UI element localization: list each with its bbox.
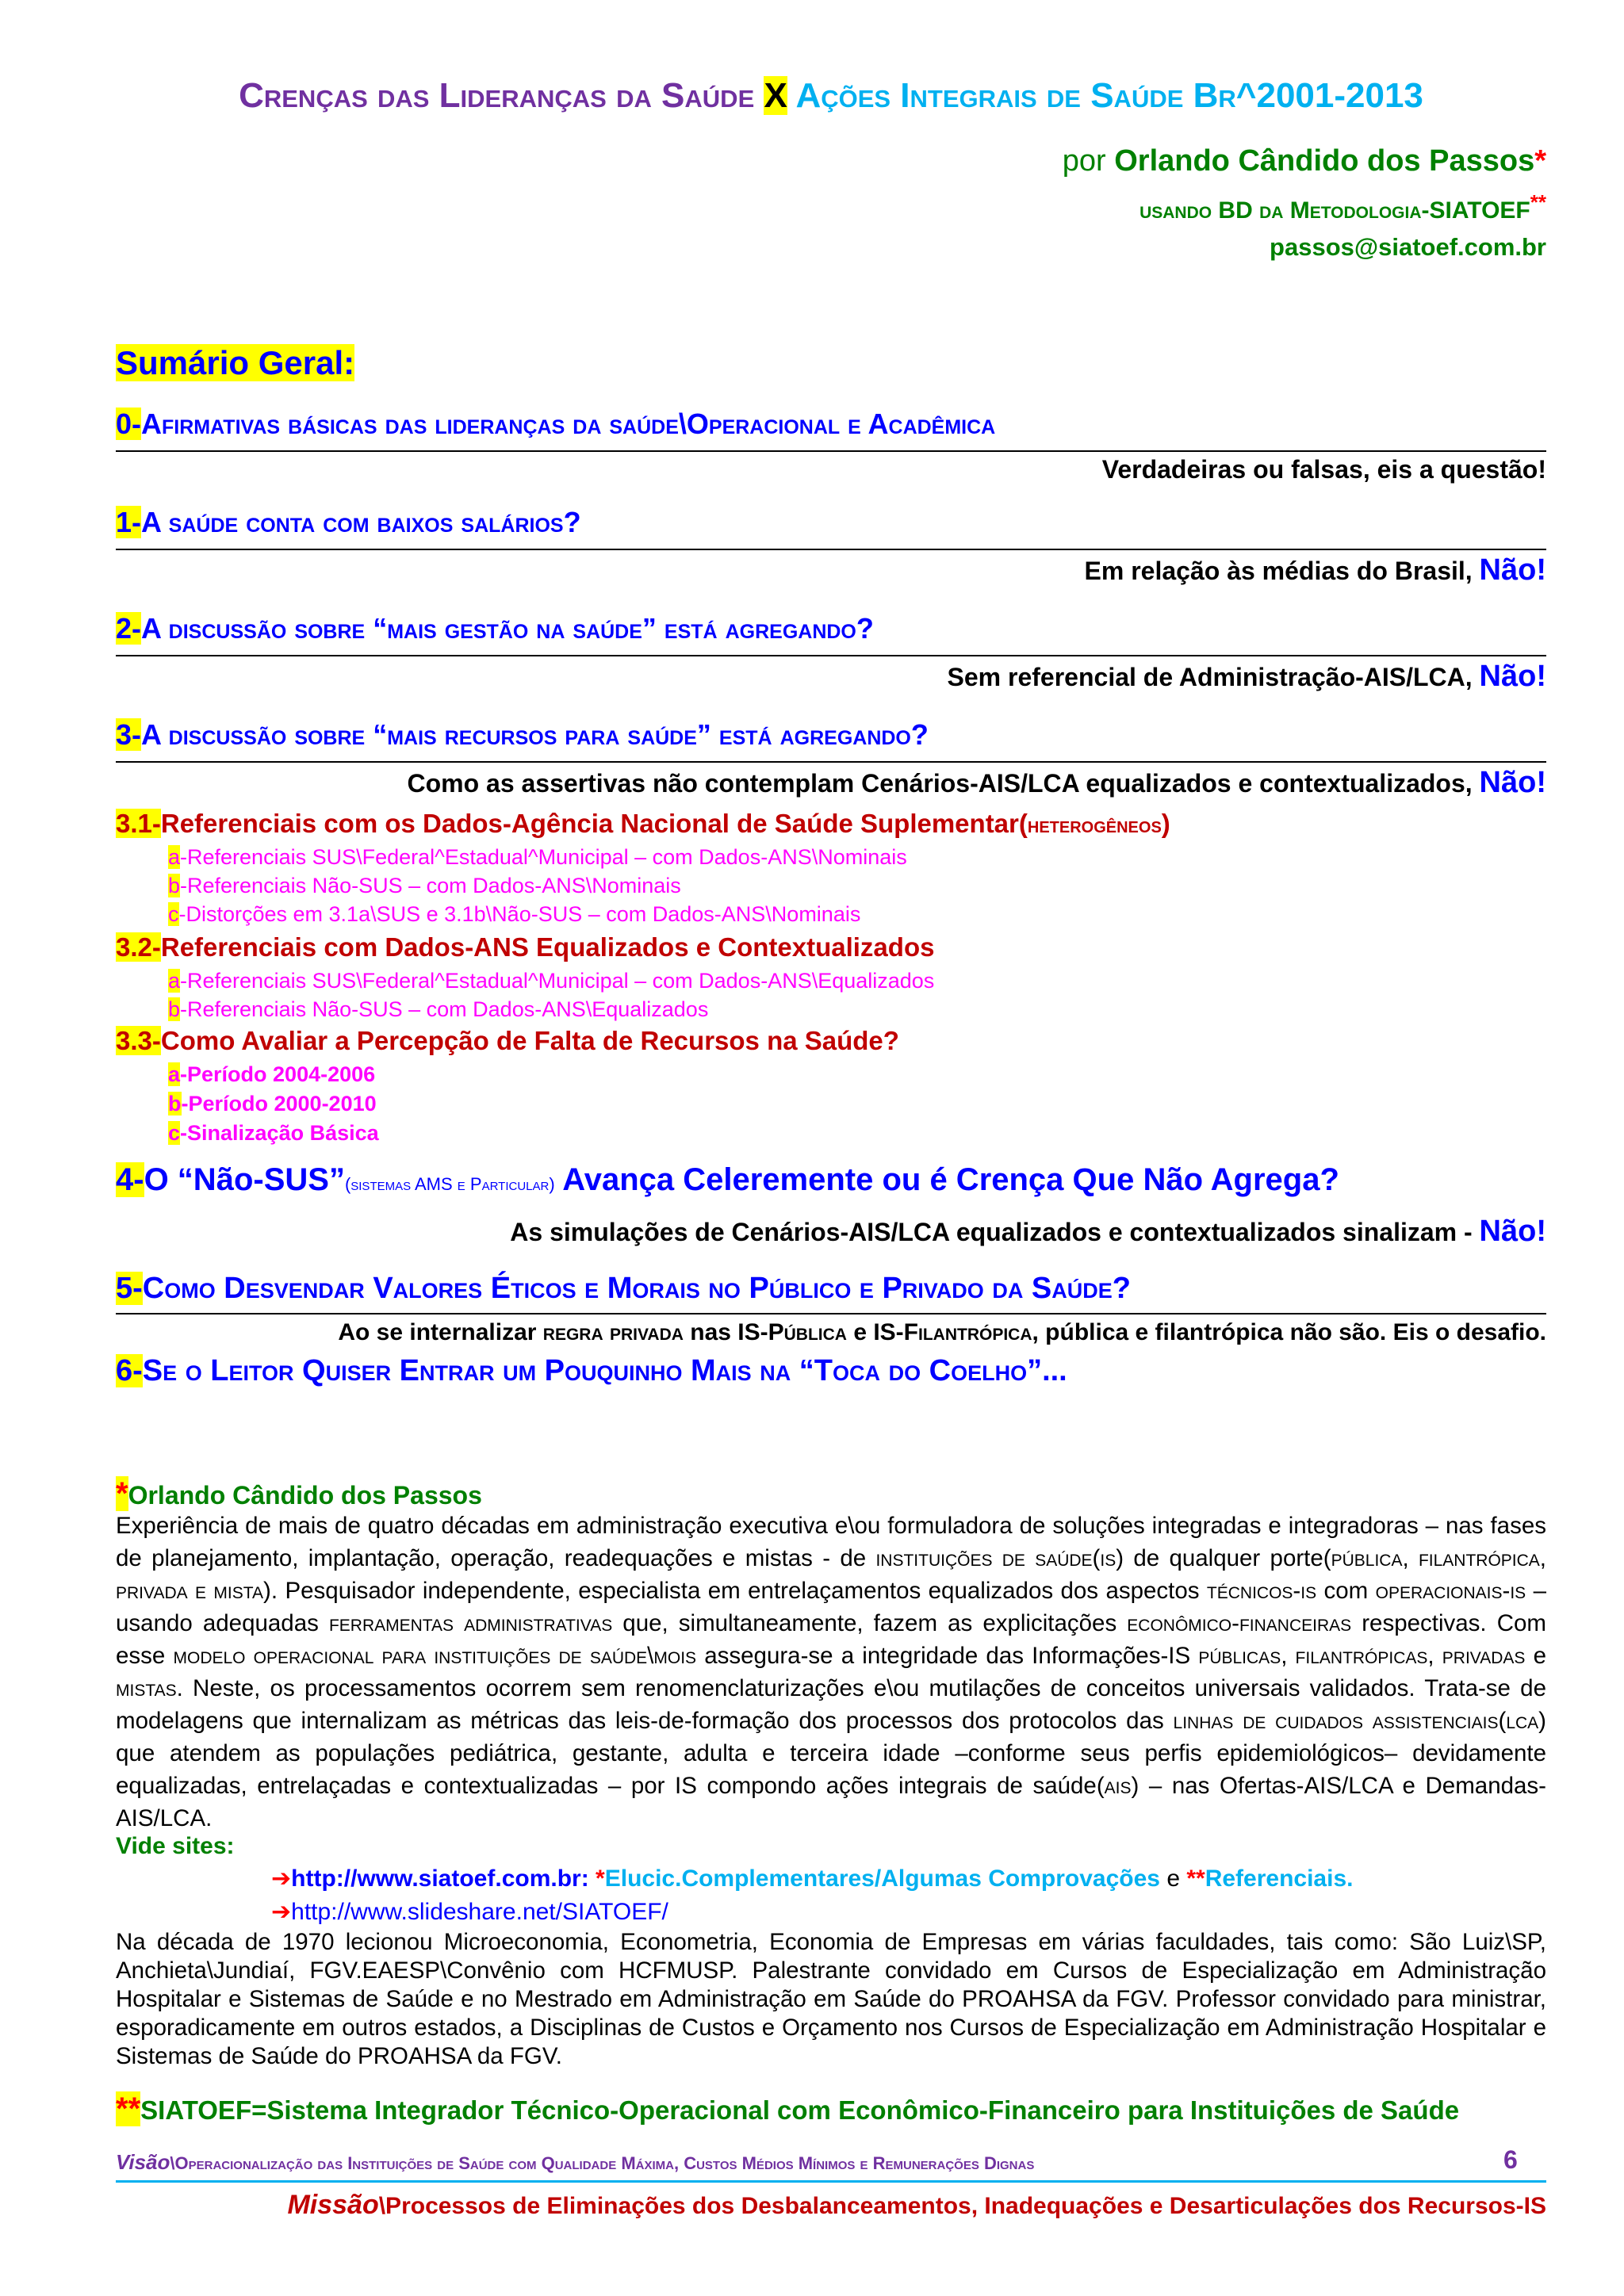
section-4-answer-tag: Não! <box>1479 1215 1546 1248</box>
site-link-referenciais[interactable]: Referenciais. <box>1205 1866 1354 1892</box>
section-3-num: 3- <box>116 718 142 751</box>
section-2-answer-text: Sem referencial de Administração-AIS/LCA, <box>947 663 1473 691</box>
siatoef-definition <box>116 2091 1459 2127</box>
bio-paragraph-2: Na década de 1970 lecionou Microeconomia, Econometria, Economia de Empresas em várias faculdades, tais como: São Luiz\SP, Anchieta\Jundiaí, FGV.EAESP\Convênio com HCFMUSP. Palestrante convidado em Cursos de Especialização em Administração Hospitalar e Sistemas de Saúde e no Mestrado em Administração em Saúde do PROAHSA da FGV. Professor convidado para ministrar, esporadicamente em outros estados, a Disciplinas de Custos e Orçamento nos Cursos de Especialização em Administração Hospitalar e Sistemas de Saúde do PROAHSA da FGV. <box>116 1929 1546 2069</box>
title-part-b: Ações Integrais de Saúde Br^2001-2013 <box>795 76 1423 115</box>
section-1-answer <box>116 553 1546 587</box>
star-mark: * <box>596 1866 605 1892</box>
section-3-answer-text: Como as assertivas não contemplam Cenários-AIS/LCA equalizados e contextualizados, <box>407 769 1473 798</box>
list-item <box>168 997 708 1022</box>
section-1-title <box>116 506 581 539</box>
summary-heading <box>116 344 354 382</box>
s5-answer-b: nas IS- <box>690 1319 768 1345</box>
section-1-text: A saúde conta com baixos salários? <box>141 506 581 538</box>
author-prefix: por <box>1062 144 1106 178</box>
section-6-text: Se o Leitor Quiser Entrar um Pouquinho Mais na “Toca do Coelho”... <box>142 1354 1067 1387</box>
section-2-num: 2- <box>116 612 142 645</box>
section-4-answer-text: As simulações de Cenários-AIS/LCA equalizados e contextualizados sinalizam - <box>510 1218 1473 1246</box>
section-6-num: 6- <box>116 1354 143 1387</box>
section-0-answer: Verdadeiras ou falsas, eis a questão! <box>1101 455 1546 484</box>
siatoef-mark: ** <box>116 2091 141 2126</box>
site-line-2 <box>271 1898 668 1926</box>
section-0-text: Afirmativas básicas das lideranças da saúde\Operacional e Acadêmica <box>141 408 996 440</box>
list-item <box>168 845 907 870</box>
summary-heading-text: Sumário Geral: <box>116 344 355 381</box>
site-link-2[interactable]: http://www.slideshare.net/SIATOEF/ <box>291 1899 668 1925</box>
section-2-answer <box>116 660 1546 694</box>
section-3-answer <box>116 766 1546 800</box>
site-link-elucic[interactable]: Elucic.Complementares/Algumas Comprovações <box>604 1866 1160 1892</box>
subsection-3-1-text: Referenciais com os Dados-Agência Nacional de Saúde Suplementar( <box>160 809 1028 838</box>
section-3-text: A discussão sobre “mais recursos para saúde” está agregando? <box>141 718 929 751</box>
subsection-3-1-tag: heterogêneos <box>1027 813 1162 837</box>
section-0-title <box>116 408 995 441</box>
list-item <box>168 1062 375 1087</box>
item-text: -Período 2004-2006 <box>180 1062 376 1086</box>
footer-divider <box>116 2180 1546 2183</box>
bio-heading <box>116 1476 482 1512</box>
item-text: -Referenciais Não-SUS – com Dados-ANS\Equalizados <box>180 997 709 1021</box>
section-4-answer <box>116 1215 1546 1249</box>
section-1-answer-tag: Não! <box>1479 553 1546 587</box>
site-line-1: ➔http://www.siatoef.com.br: *Elucic.Complementares/Algumas Comprovações e **Referenciais. <box>271 1866 1354 1892</box>
s5-answer-a: Ao se internalizar <box>338 1319 537 1345</box>
method-line <box>116 190 1546 224</box>
divider <box>116 761 1546 763</box>
bio-name: Orlando Cândido dos Passos <box>128 1481 482 1510</box>
item-letter: c <box>168 902 179 926</box>
s5-answer-d: , pública e filantrópica não são. Eis o desafio. <box>1032 1319 1546 1345</box>
siatoef-def-text: SIATOEF=Sistema Integrador Técnico-Operacional com Econômico-Financeiro para Instituições de Saúde <box>140 2095 1460 2125</box>
divider <box>116 655 1546 656</box>
item-text: -Referenciais SUS\Federal^Estadual^Municipal – com Dados-ANS\Equalizados <box>180 969 935 993</box>
author-name: Orlando Cândido dos Passos <box>1114 144 1535 178</box>
item-letter: b <box>168 1092 182 1115</box>
footer-visao <box>116 2150 1034 2175</box>
item-letter: c <box>168 1121 181 1145</box>
divider <box>116 1313 1546 1314</box>
section-4-title <box>116 1162 1339 1198</box>
missao-text: \Processos de Eliminações dos Desbalanceamentos, Inadequações e Desarticulações dos Recursos-IS <box>378 2193 1546 2219</box>
section-3-answer-tag: Não! <box>1479 766 1546 799</box>
list-item <box>168 1121 379 1146</box>
method-text: usando BD da Metodologia-SIATOEF <box>1139 197 1530 224</box>
email: passos@siatoef.com.br <box>1270 233 1546 261</box>
method-mark: ** <box>1530 190 1546 214</box>
subsection-3-2 <box>116 932 934 962</box>
subsection-3-1-close: ) <box>1161 809 1170 838</box>
visao-text: \Operacionalização das Instituições de Saúde com Qualidade Máxima, Custos Médios Mínimos e Remunerações Dignas <box>170 2153 1035 2173</box>
page-number: 6 <box>1503 2145 1518 2174</box>
divider <box>116 450 1546 452</box>
site-link-1[interactable]: http://www.siatoef.com.br: <box>291 1866 589 1892</box>
list-item <box>168 902 860 927</box>
section-4-text-a: O “Não-SUS” <box>144 1162 345 1197</box>
subsection-3-2-text: Referenciais com Dados-ANS Equalizados e Contextualizados <box>160 932 935 962</box>
arrow-icon: ➔ <box>271 1866 292 1892</box>
section-2-title <box>116 612 874 645</box>
s5-answer-sc2: Pública <box>768 1319 847 1345</box>
section-1-answer-text: Em relação às médias do Brasil, <box>1084 557 1473 585</box>
subsection-3-3-text: Como Avaliar a Percepção de Falta de Recursos na Saúde? <box>160 1026 899 1055</box>
item-letter: a <box>168 1062 181 1086</box>
subsection-3-2-num: 3.2- <box>116 932 161 962</box>
missao-label: Missão <box>287 2190 379 2220</box>
document-page <box>116 0 1546 2296</box>
item-text: -Referenciais SUS\Federal^Estadual^Municipal – com Dados-ANS\Nominais <box>180 845 907 869</box>
divider <box>116 549 1546 550</box>
section-4-text-small: (sistemas AMS e Particular) <box>344 1174 555 1194</box>
list-item <box>168 1092 377 1116</box>
section-5-text: Como Desvendar Valores Éticos e Morais no Público e Privado da Saúde? <box>142 1272 1131 1305</box>
section-4-num: 4- <box>116 1162 144 1197</box>
section-2-text: A discussão sobre “mais gestão na saúde” está agregando? <box>141 612 874 645</box>
footer-missao <box>116 2190 1546 2221</box>
sites-label: Vide sites: <box>116 1833 235 1859</box>
author-mark: * <box>1534 144 1546 178</box>
list-item <box>168 874 681 898</box>
visao-label: Visão <box>116 2150 170 2174</box>
bio-paragraph-1: Experiência de mais de quatro décadas em administração executiva e\ou formuladora de soluções integradas e integradoras – nas fases de planejamento, implantação, operação, readequações e mistas - de instituições de saúde(is) de qualquer porte(pública, filantrópica, privada e mista). Pesquisador independente, especialista em entrelaçamentos equalizados dos aspectos técnicos-is com operacionais-is – usando adequadas ferramentas administrativas que, simultaneamente, fazem as explicitações econômico-financeiras respectivas. Com esse modelo operacional para instituições de saúde\mois assegura-se a integridade das Informações-IS públicas, filantrópicas, privadas e mistas. Neste, os processamentos ocorrem sem renomenclaturizações e\ou mutilações de conceitos universais validados. Trata-se de modelagens que internalizam as métricas das leis-de-formação dos processos dos protocolos das linhas de cuidados assistenciais(lca) que atendem as populações pediátrica, gestante, adulta e terceira idade –conforme seus perfis epidemiológicos– devidamente equalizadas, entrelaçadas e contextualizadas – por IS compondo ações integrais de saúde(ais) – nas Ofertas-AIS/LCA e Demandas-AIS/LCA. <box>116 1513 1547 1831</box>
s5-answer-c: e IS- <box>853 1319 904 1345</box>
s5-answer-sc3: Filantrópica <box>903 1319 1032 1345</box>
item-text: -Período 2000-2010 <box>181 1092 377 1115</box>
item-letter: b <box>168 874 181 897</box>
section-6-title <box>116 1354 1067 1388</box>
subsection-3-1 <box>116 809 1170 839</box>
s5-answer-sc1: regra privada <box>542 1319 684 1345</box>
subsection-3-3 <box>116 1026 899 1056</box>
section-3-title <box>116 718 929 752</box>
star-mark: ** <box>1186 1866 1205 1892</box>
arrow-icon: ➔ <box>271 1899 292 1925</box>
section-1-num: 1- <box>116 506 142 538</box>
item-text: -Referenciais Não-SUS – com Dados-ANS\Nominais <box>180 874 681 897</box>
author-line <box>116 144 1546 178</box>
section-5-answer <box>116 1319 1546 1346</box>
item-letter: a <box>168 845 181 869</box>
section-0-num: 0- <box>116 408 142 440</box>
list-item <box>168 969 934 993</box>
subsection-3-3-num: 3.3- <box>116 1026 161 1055</box>
section-2-answer-tag: Não! <box>1479 660 1546 693</box>
section-5-title <box>116 1272 1131 1306</box>
subsection-3-1-num: 3.1- <box>116 809 161 838</box>
item-text: -Distorções em 3.1a\SUS e 3.1b\Não-SUS – com Dados-ANS\Nominais <box>178 902 861 926</box>
section-5-num: 5- <box>116 1272 143 1305</box>
bio-mark: * <box>116 1476 128 1511</box>
item-text: -Sinalização Básica <box>180 1121 379 1145</box>
item-letter: b <box>168 997 181 1021</box>
title-part-a: Crenças das Lideranças da Saúde <box>239 76 755 115</box>
item-letter: a <box>168 969 181 993</box>
section-4-text-b: Avança Celeremente ou é Crença Que Não Agrega? <box>562 1162 1339 1197</box>
page-title <box>116 76 1546 116</box>
title-x: X <box>764 76 787 115</box>
